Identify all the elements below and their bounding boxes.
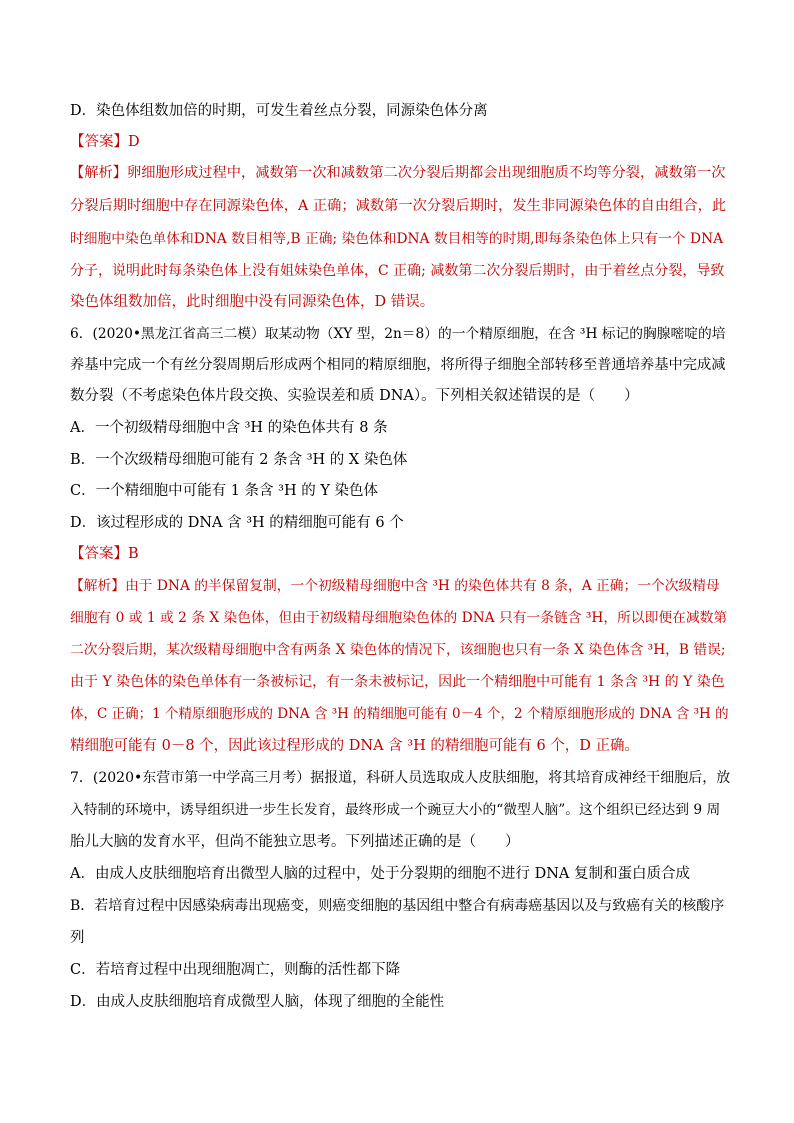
q6-stem-line: 6．(2020•黑龙江省高三二模）取某动物（XY 型，2n＝8）的一个精原细胞，在含 ³H 标记的胸腺嘧啶的培: [70, 326, 726, 342]
analysis-text: 卵细胞形成过程中，减数第一次和减数第二次分裂后期都会出现细胞质不均等分裂，减数第一次: [127, 165, 726, 181]
q6-option-b: B．一个次级精母细胞可能有 2 条含 ³H 的 X 染色体: [70, 452, 408, 468]
q5-answer-line: [70, 132, 730, 152]
q7-stem-line: 胎儿大脑的发育水平，但尚不能独立思考。下列描述正确的是（ ）: [70, 834, 520, 850]
q6-analysis-line: [70, 576, 730, 596]
q6-analysis-line: 二次分裂后期，某次级精母细胞中含有两条 X 染色体的情况下，该细胞也只有一条 X 染色体含 ³H，B 错误;: [70, 642, 726, 658]
q6-analysis-line: 精细胞可能有 0－8 个，因此该过程形成的 DNA 含 ³H 的精细胞可能有 6 个，D 正确。: [70, 738, 640, 754]
q7-stem-line: 7．(2020•东营市第一中学高三月考）据报道，科研人员选取成人皮肤细胞，将其培育成神经干细胞后，放: [70, 770, 730, 786]
q7-option-d: D．由成人皮肤细胞培育成微型人脑，体现了细胞的全能性: [70, 994, 445, 1010]
q7-option-c: C．若培育过程中出现细胞凋亡，则酶的活性都下降: [70, 962, 401, 978]
q5-analysis-line: [70, 163, 730, 183]
q6-option-a: A．一个初级精母细胞中含 ³H 的染色体共有 8 条: [70, 420, 388, 436]
q5-analysis-line: 时细胞中染色单体和DNA 数目相等,B 正确; 染色体和DNA 数目相等的时期,即每条染色体上只有一个 DNA: [70, 231, 724, 247]
q6-option-c: C．一个精细胞中可能有 1 条含 ³H 的 Y 染色体: [70, 483, 379, 499]
q7-stem-line: 入特制的环境中，诱导组织进一步生长发育，最终形成一个豌豆大小的“微型人脑”。这个组织已经达到 9 周: [70, 802, 721, 818]
q5-analysis-line: 染色体组数加倍，此时细胞中没有同源染色体，D 错误。: [70, 294, 435, 310]
q6-stem-line: 养基中完成一个有丝分裂周期后形成两个相同的精原细胞，将所得子细胞全部转移至普通培养基中完成减: [70, 357, 726, 373]
q7-option-a: A．由成人皮肤细胞培育出微型人脑的过程中，处于分裂期的细胞不进行 DNA 复制和蛋白质合成: [70, 866, 690, 882]
q7-option-b: B．若培育过程中因感染病毒出现癌变，则癌变细胞的基因组中整合有病毒癌基因以及与致癌有关的核酸序: [70, 898, 725, 914]
q7-option-b-wrap: 列: [70, 930, 85, 946]
analysis-tag: 【解析】: [70, 165, 128, 181]
q6-stem-line: 数分裂（不考虑染色体片段交换、实验误差和质 DNA）。下列相关叙述错误的是（ ）: [70, 388, 639, 404]
answer-value: B: [128, 546, 139, 562]
answer-value: D: [128, 134, 140, 150]
q6-answer-line: [70, 544, 730, 564]
answer-tag: 【答案】: [70, 134, 128, 150]
q5-analysis-line: 分子，说明此时每条染色体上没有姐妹染色单体，C 正确; 减数第二次分裂后期时，由于着丝点分裂，导致: [70, 263, 725, 279]
q6-analysis-line: 由于 Y 染色体的染色单体有一条被标记，有一条未被标记，因此一个精细胞中可能有 1 条含 ³H 的 Y 染色: [70, 674, 725, 690]
answer-tag: 【答案】: [70, 546, 128, 562]
q5-option-d: D．染色体组数加倍的时期，可发生着丝点分裂，同源染色体分离: [70, 103, 488, 119]
q5-analysis-line: 分裂后期时细胞中存在同源染色体，A 正确；减数第一次分裂后期时，发生非同源染色体的自由组合，此: [70, 198, 727, 214]
q6-option-d: D．该过程形成的 DNA 含 ³H 的精细胞可能有 6 个: [70, 515, 404, 531]
analysis-tag: 【解析】: [70, 578, 126, 594]
q6-analysis-line: 体，C 正确；1 个精原细胞形成的 DNA 含 ³H 的精细胞可能有 0－4 个，2 个精原细胞形成的 DNA 含 ³H 的: [70, 706, 729, 722]
analysis-text: 由于 DNA 的半保留复制，一个初级精母细胞中含 ³H 的染色体共有 8 条，A 正确；一个次级精母: [125, 578, 720, 594]
q6-analysis-line: 细胞有 0 或 1 或 2 条 X 染色体，但由于初级精母细胞染色体的 DNA 只有一条链含 ³H，所以即便在减数第: [70, 610, 728, 626]
